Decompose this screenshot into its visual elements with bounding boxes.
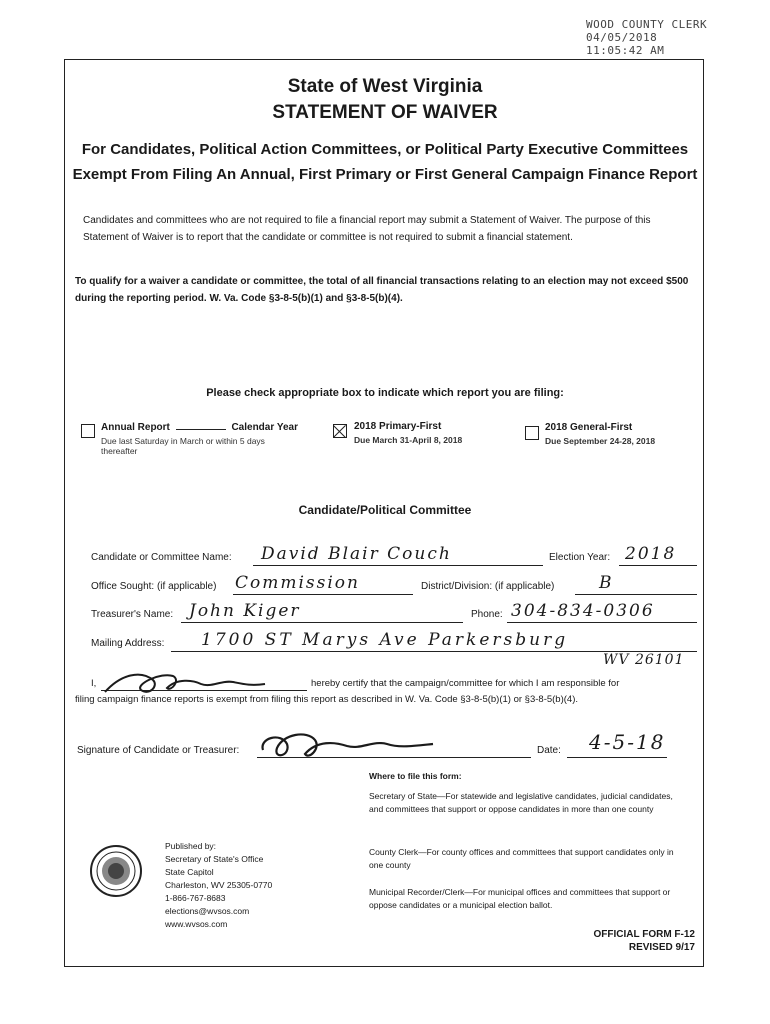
- candidate-name-label: Candidate or Committee Name:: [91, 552, 232, 563]
- phone-value[interactable]: 304-834-0306: [511, 601, 655, 621]
- form-state-title: State of West Virginia: [287, 76, 483, 97]
- treasurer-name-label: Treasurer's Name:: [91, 609, 174, 620]
- certify-text-2: filing campaign finance reports is exempt from filing this report as described in W. Va. Code §3-8-5(b)(1) or §3-8-5(b)(4).: [75, 694, 579, 705]
- election-year-line: [619, 565, 697, 566]
- mailing-address-value[interactable]: 1700 ST Marys Ave Parkersburg: [201, 630, 569, 650]
- publisher-line-1: Secretary of State's Office: [165, 854, 264, 864]
- general-first-due: Due September 24-28, 2018: [545, 436, 656, 446]
- calendar-year-label: Calendar Year: [231, 422, 298, 433]
- where-municipal: Municipal Recorder/Clerk—For municipal offices and committees that support or oppose candidates or a municipal election ballot.: [369, 887, 671, 910]
- mailing-address-label: Mailing Address:: [91, 638, 165, 649]
- report-selection-heading: Please check appropriate box to indicate which report you are filing:: [206, 387, 564, 399]
- stamp-office: WOOD COUNTY CLERK: [586, 18, 708, 31]
- date-label: Date:: [537, 745, 561, 756]
- election-year-label: Election Year:: [549, 552, 611, 563]
- form-subtitle-2: Exempt From Filing An Annual, First Primary or First General Campaign Finance Report: [72, 166, 698, 183]
- state-seal-icon: [89, 844, 143, 898]
- stamp-time: 11:05:42 AM: [586, 44, 665, 57]
- annual-report-checkbox[interactable]: [81, 424, 95, 438]
- where-sos: Secretary of State—For statewide and legislative candidates, judicial candidates, and committees that support or oppose candidates in more than one county: [369, 791, 673, 814]
- primary-first-label: 2018 Primary-First: [354, 421, 442, 432]
- official-form-id: [594, 928, 695, 954]
- date-line: [567, 757, 667, 758]
- phone-line: [507, 622, 697, 623]
- official-form-revision: REVISED 9/17: [628, 942, 695, 953]
- office-sought-value[interactable]: Commission: [235, 573, 360, 593]
- election-year-value[interactable]: 2018: [625, 544, 677, 564]
- publisher-line-2: State Capitol: [165, 867, 214, 877]
- intro-paragraph: Candidates and committees who are not required to file a financial report may submit a Statement of Waiver. The purpose of this Statement of Waiver is to report that the candidate or committee is not required to submit a financial statement.: [83, 215, 651, 243]
- date-value[interactable]: 4-5-18: [589, 730, 666, 754]
- annual-report-due: Due last Saturday in March or within 5 days thereafter: [101, 436, 265, 456]
- certify-text-1: hereby certify that the campaign/committee for which I am responsible for: [311, 678, 620, 689]
- district-label: District/Division: (if applicable): [421, 581, 555, 592]
- form-title: STATEMENT OF WAIVER: [272, 102, 498, 123]
- office-sought-label: Office Sought: (if applicable): [91, 581, 217, 592]
- certify-prefix: I,: [91, 678, 97, 689]
- district-value[interactable]: B: [599, 573, 614, 593]
- office-sought-line: [233, 594, 413, 595]
- where-county: County Clerk—For county offices and committees that support candidates only in one county: [369, 847, 674, 870]
- qualify-paragraph: To qualify for a waiver a candidate or committee, the total of all financial transactions relating to an election may not exceed $500 during the reporting period. W. Va. Code §3-8-5(b)(1) and §3-8-5(b)(4).: [75, 276, 689, 304]
- annual-year-blank[interactable]: [176, 429, 226, 430]
- candidate-section-heading: Candidate/Political Committee: [298, 503, 472, 517]
- treasurer-name-value[interactable]: John Kiger: [189, 601, 301, 621]
- where-to-file-heading: Where to file this form:: [369, 771, 462, 781]
- official-form-number: OFFICIAL FORM F-12: [593, 929, 695, 940]
- form-subtitle-1: For Candidates, Political Action Committees, or Political Party Executive Committees: [81, 141, 689, 158]
- mailing-address-value-2[interactable]: WV 26101: [603, 652, 685, 668]
- treasurer-name-line: [181, 622, 463, 623]
- publisher-phone: 1-866-767-8683: [165, 893, 226, 903]
- publisher-email[interactable]: elections@wvsos.com: [165, 906, 250, 916]
- candidate-name-line: [253, 565, 543, 566]
- publisher-line-3: Charleston, WV 25305-0770: [165, 880, 273, 890]
- signature-label: Signature of Candidate or Treasurer:: [77, 745, 240, 756]
- publisher-website[interactable]: www.wvsos.com: [165, 919, 228, 929]
- primary-first-due: Due March 31-April 8, 2018: [354, 435, 463, 445]
- publisher-heading: Published by:: [165, 841, 217, 851]
- candidate-name-value[interactable]: David Blair Couch: [261, 544, 452, 564]
- annual-report-label: Annual Report: [101, 422, 170, 433]
- stamp-date: 04/05/2018: [586, 31, 658, 44]
- waiver-form: [64, 59, 704, 967]
- general-first-checkbox[interactable]: [525, 426, 539, 440]
- signature-mark[interactable]: [257, 726, 477, 766]
- phone-label: Phone:: [471, 609, 503, 620]
- received-stamp: [586, 18, 716, 57]
- district-line: [575, 594, 697, 595]
- general-first-label: 2018 General-First: [545, 422, 633, 433]
- annual-report-option: [101, 422, 298, 433]
- primary-first-checkbox[interactable]: [333, 424, 347, 438]
- publisher-block: [165, 840, 272, 931]
